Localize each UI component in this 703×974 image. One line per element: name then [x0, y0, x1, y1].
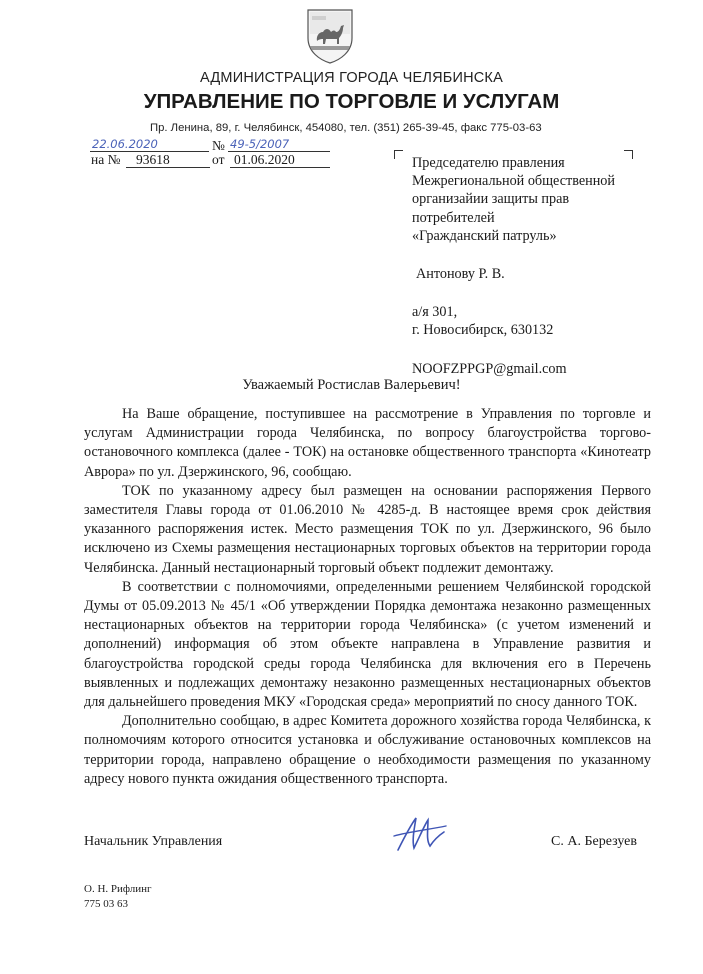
- reply-number-underline: [126, 167, 210, 168]
- reply-prefix: на №: [91, 152, 121, 167]
- body-paragraph: В соответствии с полномочиями, определенными решением Челябинской городской Думы от 05.09.2013 № 45/1 «Об утверждении Порядка демонтажа незаконно размещенных нестационарных объектов на территории города Челябинска» (с учетом изменений и дополнений) информация об этом объекте направлена в Управление развития и благоустройства городской среды города Челябинска для включения его в Перечень выявленных и подлежащих демонтажу незаконно размещенных нестационарных объектов для дальнейшего проведения МКУ «Городская среда» мероприятий по сносу данного ТОК.: [84, 578, 651, 711]
- outgoing-number-label: №: [212, 138, 225, 153]
- dept-name: УПРАВЛЕНИЕ ПО ТОРГОВЛЕ И УСЛУГАМ: [143, 90, 560, 113]
- outgoing-number: 49-5/2007: [230, 137, 290, 151]
- body-paragraph: На Ваше обращение, поступившее на рассмотрение в Управления по торговле и услугам Администрации города Челябинска, по вопросу благоустройства торгово-остановочного комплекса (далее - ТОК) на остановке общественного транспорта «Кинотеатр Аврора» по ул. Дзержинского, 96, сообщаю.: [84, 406, 651, 480]
- body-paragraph: ТОК по указанному адресу был размещен на основании распоряжения Первого заместителя Главы города от 01.06.2010 № 4285-д. В настоящее время срок действия указанного распоряжения истек. Место размещения ТОК по ул. Дзержинского, 96 было исключено из Схемы размещения нестационарных торговых объектов на территории города Челябинска. Данный нестационарный торговый объект подлежит демонтажу.: [84, 482, 651, 576]
- letter-body: [84, 405, 651, 789]
- signer-title: Начальник Управления: [84, 834, 223, 849]
- greeting: Уважаемый Ростислав Валерьевич!: [242, 377, 461, 393]
- org-address: Пр. Ленина, 89, г. Челябинск, 454080, тел. (351) 265-39-45, факс 775-03-63: [150, 122, 542, 134]
- performer-phone: 775 03 63: [84, 898, 128, 910]
- performer-name: О. Н. Рифлинг: [84, 883, 152, 895]
- outgoing-date: 22.06.2020: [92, 137, 158, 151]
- addressee-line: Председателю правления: [412, 155, 565, 171]
- reply-date-prefix: от: [212, 152, 225, 167]
- addressee-corner-left: [394, 150, 403, 159]
- addressee-line: потребителей: [412, 209, 495, 226]
- body-paragraph: Дополнительно сообщаю, в адрес Комитета дорожного хозяйства города Челябинска, к полномочиям которого относится установка и обслуживание остановочных комплексов на территории города, направлено обращение о необходимости размещения по указанному адресу нового пункта ожидания общественного транспорта.: [84, 713, 651, 787]
- camel-emblem-icon: [304, 8, 356, 64]
- addressee-postal-line: г. Новосибирск, 630132: [412, 322, 554, 339]
- performer-block: [84, 882, 152, 912]
- addressee-line: «Гражданский патруль»: [412, 227, 557, 244]
- signer-name: С. А. Березуев: [551, 834, 637, 849]
- addressee-line: организайии защиты прав: [412, 191, 570, 208]
- addressee-person: Антонову Р. В.: [416, 266, 505, 283]
- handwritten-signature-icon: [392, 812, 448, 856]
- reply-number: 93618: [136, 152, 170, 167]
- addressee-postal-line: а/я 301,: [412, 304, 458, 321]
- addressee-block: [412, 154, 652, 378]
- addressee-email: NOOFZPPGP@gmail.com: [412, 360, 567, 377]
- org-name: АДМИНИСТРАЦИЯ ГОРОДА ЧЕЛЯБИНСКА: [200, 70, 503, 86]
- reply-date: 01.06.2020: [234, 152, 295, 167]
- reply-date-underline: [230, 167, 330, 168]
- addressee-line: Межрегиональной общественной: [412, 173, 615, 190]
